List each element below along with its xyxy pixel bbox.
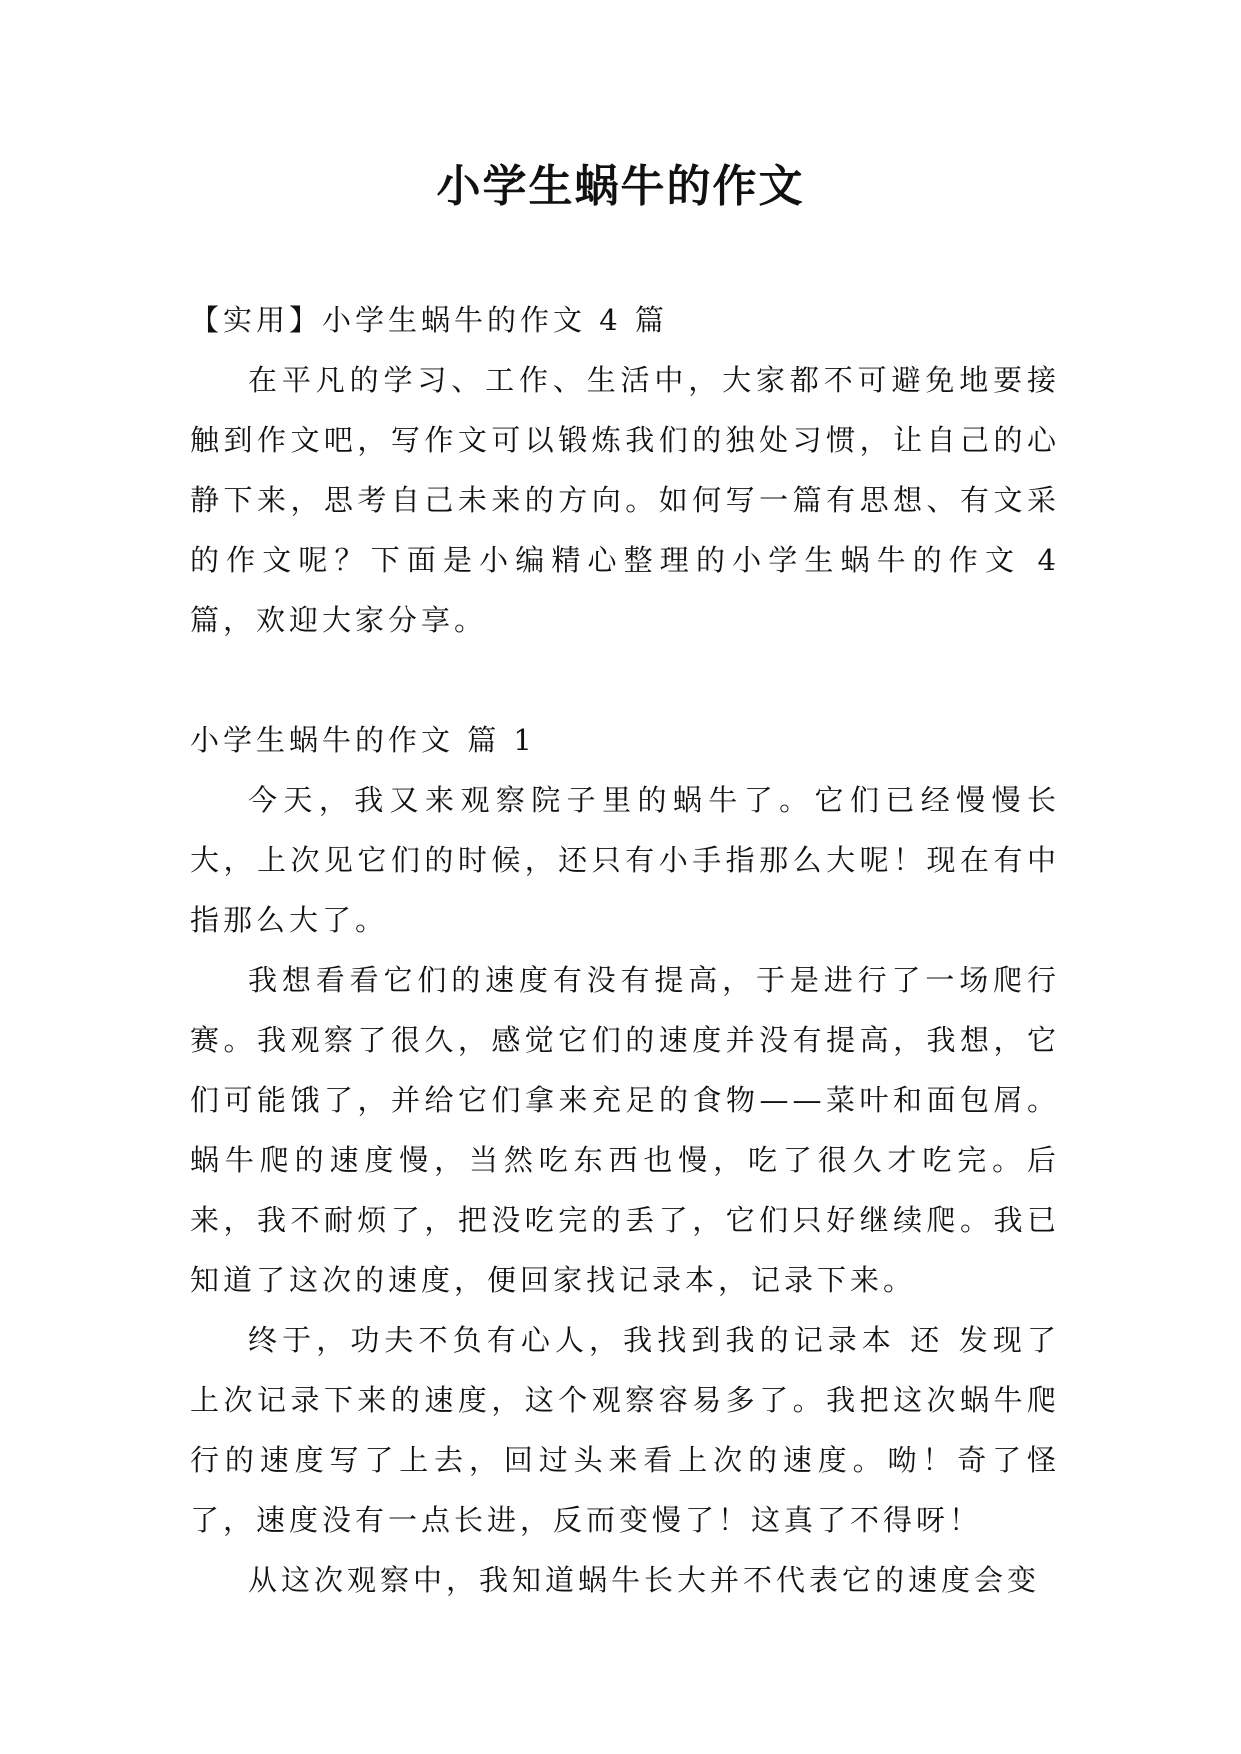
section-heading: 小学生蜗牛的作文 篇 1 — [190, 723, 536, 757]
section-paragraph: 从这次观察中，我知道蜗牛长大并不代表它的速度会变 — [248, 1563, 1041, 1597]
document-title: 小学生蜗牛的作文 — [436, 161, 805, 212]
section-paragraph: 今天，我又来观察院子里的蜗牛了。它们已经慢慢长大，上次见它们的时候，还只有小手指那么大呢！现在有中指那么大了。 — [190, 783, 1060, 937]
section-paragraph: 我想看看它们的速度有没有提高，于是进行了一场爬行赛。我观察了很久，感觉它们的速度并没有提高，我想，它们可能饿了，并给它们拿来充足的食物——菜叶和面包屑。蜗牛爬的速度慢，当然吃东西也慢，吃了很久才吃完。后来，我不耐烦了，把没吃完的丢了，它们只好继续爬。我已知道了这次的速度，便回家找记录本，记录下来。 — [190, 963, 1060, 1297]
intro-paragraph: 在平凡的学习、工作、生活中，大家都不可避免地要接触到作文吧，写作文可以锻炼我们的独处习惯，让自己的心静下来，思考自己未来的方向。如何写一篇有思想、有文采的作文呢？下面是小编精心整理的小学生蜗牛的作文 4 篇，欢迎大家分享。 — [190, 363, 1060, 637]
section-paragraph: 终于，功夫不负有心人，我找到我的记录本 还 发现了上次记录下来的速度，这个观察容易多了。我把这次蜗牛爬行的速度写了上去，回过头来看上次的速度。呦！奇了怪了，速度没有一点长进，反而变慢了！这真了不得呀！ — [190, 1323, 1060, 1537]
document-subtitle: 【实用】小学生蜗牛的作文 4 篇 — [190, 303, 668, 337]
document-body — [190, 290, 1060, 1610]
